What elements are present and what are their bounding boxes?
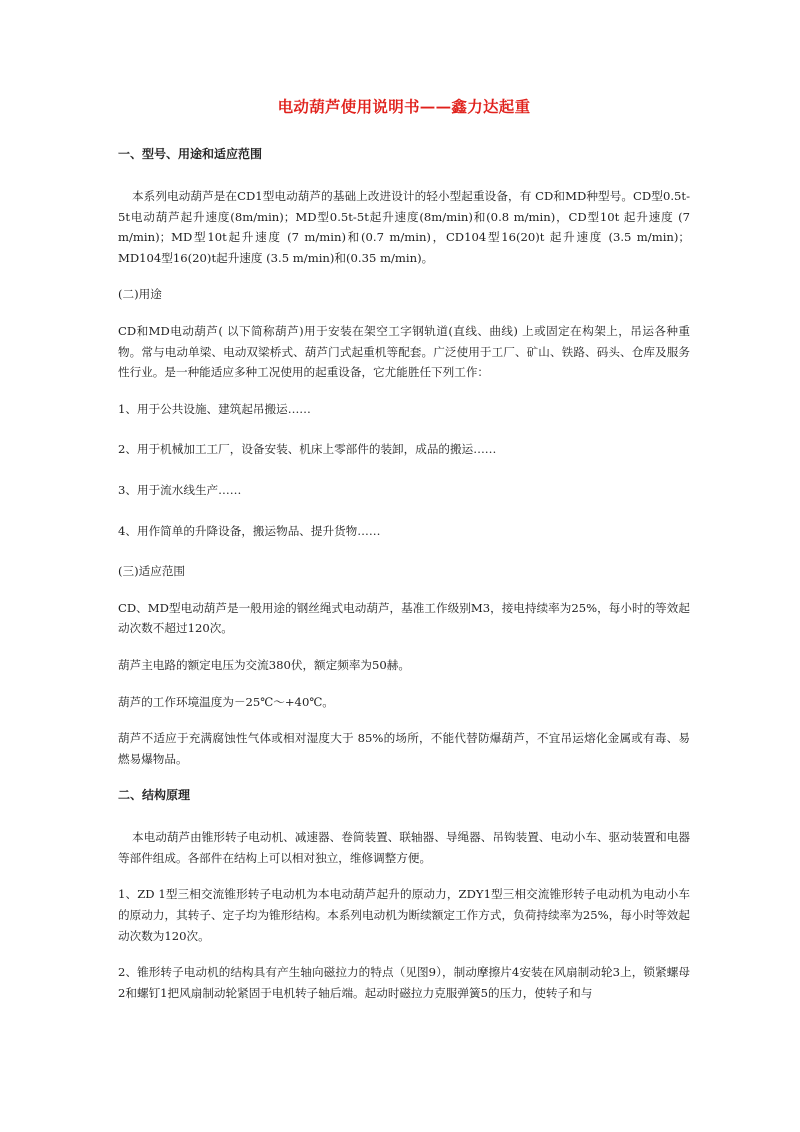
section1-intro-paragraph: 本系列电动葫芦是在CD1型电动葫芦的基础上改进设计的轻小型起重设备，有 CD和MD种型号。CD型0.5t-5t电动葫芦起升速度(8m/min)；MD型0.5t-5t起升速度(8m/min)和(0.8 m/min)，CD型10t 起升速度 (7 m/min)；MD型10t起升速度 (7 m/min)和(0.7 m/min)，CD104型16(20)t 起升速度 (3.5 m/min)；MD104型16(20)t起升速度 (3.5 m/min)和(0.35 m/min)。 [118,189,690,265]
document-title: 电动葫芦使用说明书——鑫力达起重 [277,97,531,116]
section2-heading: 二、结构原理 [118,788,191,803]
section1-heading: 一、型号、用途和适应范围 [118,147,263,161]
purpose-paragraph: CD和MD电动葫芦( 以下简称葫芦)用于安装在架空工字钢轨道(直线、曲线) 上或固定在构架上，吊运各种重物。常与电动单梁、电动双梁桥式、葫芦门式起重机等配套。广泛使用于工厂、矿山、铁路、码头、仓库及服务性行业。是一种能适应多种工况使用的起重设备，它尤能胜任下列工作： [118,323,690,380]
purpose-subheading: (二)用途 [118,287,162,302]
scope-paragraph: CD、MD型电动葫芦是一般用途的钢丝绳式电动葫芦，基准工作级别M3，接电持续率为25%，每小时的等效起动次数不超过120次。 [118,600,690,636]
use-item-4: 4、用作简单的升降设备，搬运物品、提升货物…… [118,523,381,538]
voltage-paragraph: 葫芦主电路的额定电压为交流380伏，额定频率为50赫。 [118,657,410,672]
restriction-paragraph: 葫芦不适应于充满腐蚀性气体或相对湿度大于 85%的场所，不能代替防爆葫芦，不宜吊运熔化金属或有毒、易燃易爆物品。 [118,731,690,766]
section2-item-1: 1、ZD 1型三相交流锥形转子电动机为本电动葫芦起升的原动力，ZDY1型三相交流锥形转子电动机为电动小车的原动力，其转子、定子均为锥形结构。本系列电动机为断续额定工作方式，负荷持续率为25%，每小时等效起动次数为120次。 [118,887,690,943]
section2-item-2: 2、锥形转子电动机的结构具有产生轴向磁拉力的特点（见图9），制动摩擦片4安装在风扇制动轮3上，锁紧螺母2和螺钉1把风扇制动轮紧固于电机转子轴后端。起动时磁拉力克服弹簧5的压力，使转子和与 [118,965,690,1000]
scope-subheading: (三)适应范围 [118,564,186,579]
section2-intro-paragraph: 本电动葫芦由锥形转子电动机、减速器、卷筒装置、联轴器、导绳器、吊钩装置、电动小车、驱动装置和电器等部件组成。各部件在结构上可以相对独立，维修调整方便。 [118,830,690,865]
use-item-2: 2、用于机械加工工厂，设备安装、机床上零部件的装卸，成品的搬运…… [118,442,497,457]
temperature-paragraph: 葫芦的工作环境温度为－25℃～+40℃。 [118,694,334,709]
use-item-1: 1、用于公共设施、建筑起吊搬运…… [118,401,311,416]
use-item-3: 3、用于流水线生产…… [118,482,242,497]
